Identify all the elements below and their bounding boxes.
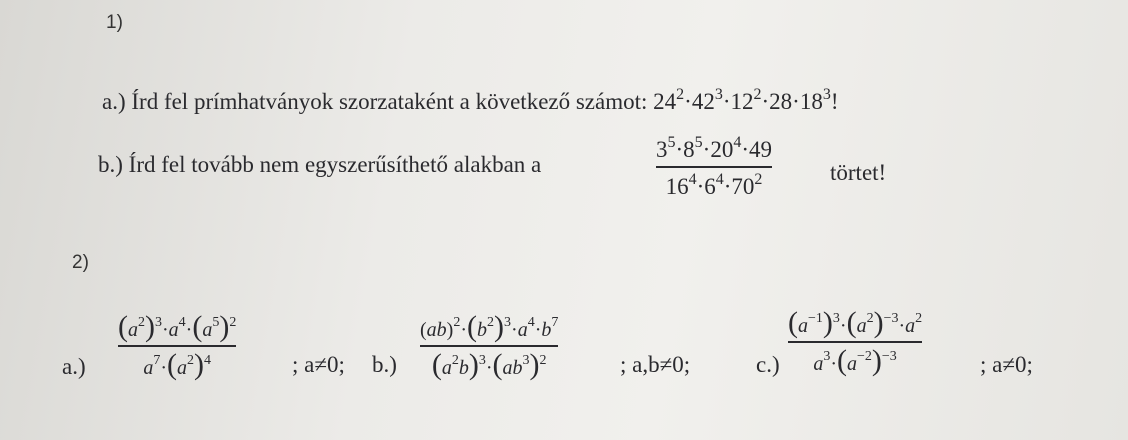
problem-2a-numerator: $(a^2)^3\cdot a^4\cdot(a^5)^2$ [118, 310, 237, 343]
problem-1b-text-row [98, 152, 541, 178]
problem-2a-denominator: $a^7\cdot(a^2)^4$ [143, 347, 211, 381]
problem-2c-numerator: $(a^{-1})^3\cdot(a^2)^{-3}\cdot a^2$ [788, 306, 923, 339]
problem-1a-text: Írd fel prímhatványok szorzataként a következő számot: [131, 89, 648, 114]
problem-2c-denominator: $a^3\cdot(a^{-2})^{-3}$ [813, 343, 897, 377]
problem-1b-fraction [656, 134, 772, 200]
problem-1-number: 1) [106, 12, 123, 33]
problem-2b-denominator: $(a^2b)^3\cdot(ab^3)^2$ [431, 347, 547, 381]
problem-1b-label: b.) [98, 152, 123, 177]
problem-1b-text: Írd fel tovább nem egyszerűsíthető alakban a [128, 152, 542, 177]
problem-1a [102, 86, 839, 115]
problem-2c-condition: ; a≠0; [980, 352, 1033, 377]
problem-1b-end: törtet! [830, 160, 887, 185]
problem-2a-fraction-bar [118, 345, 236, 347]
problem-2b-numerator: $(ab)^2\cdot(b^2)^3\cdot a^4\cdot b^7$ [420, 310, 559, 343]
problem-2b-label: b.) [372, 352, 397, 377]
problem-2c-fraction-bar [788, 341, 922, 343]
problem-2b-fraction-bar [420, 345, 558, 347]
fraction-bar [656, 166, 772, 168]
problem-2a-condition: ; a≠0; [292, 352, 345, 377]
problem-2c-fraction [788, 308, 922, 376]
problem-1a-end: ! [830, 89, 839, 114]
problem-2-number: 2) [72, 252, 89, 273]
problem-2a-fraction [118, 312, 236, 380]
fraction-numerator: $3^5\cdot 8^5\cdot 20^4\cdot 49$ [656, 134, 773, 162]
problem-2a-label: a.) [62, 354, 86, 379]
problem-2c-label: c.) [756, 352, 780, 377]
fraction-denominator: $16^4\cdot 6^4\cdot 70^2$ [665, 170, 763, 199]
problem-2b-condition: ; a,b≠0; [620, 352, 691, 377]
problem-1a-label: a.) [102, 89, 126, 114]
problem-2b-fraction [420, 312, 558, 380]
problem-1a-expression: $24^2\cdot 42^3\cdot 12^2\cdot 28\cdot 18^3$ [653, 86, 831, 114]
